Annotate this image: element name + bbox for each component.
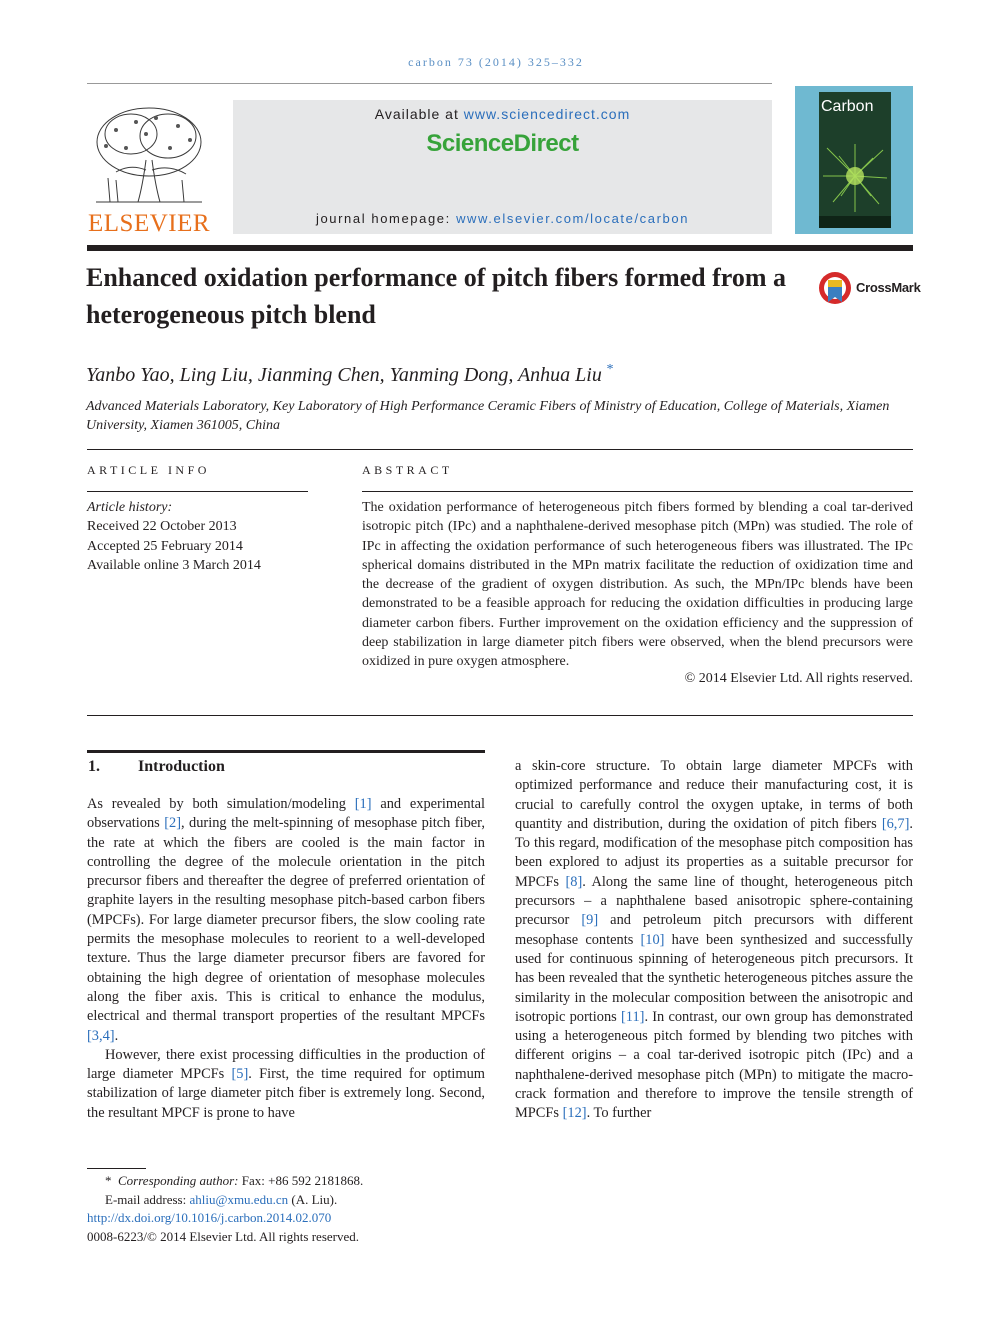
paragraph: As revealed by both simulation/modeling [1] and experimental observations [2], during the melt-spinning of mesophase pitch fiber, the rate at which the fibers are cooled is the main factor in controlling the degree of the molecule orientation in the pitch precursor fibers and thereafter the degree of preferred orientation of graphite layers in the resulting mesophase pitch-based carbon fibers (MPCFs). For large diameter precursor fibers, the slow cooling rate permits the mesophase molecules to reorient to a well-developed texture. Thus the large diameter precursor fibers are favored for obtaining the high degree of orientation of mesophase molecules along the fiber axis. This is critical to enhance the modulus, electrical and thermal transport properties of the resultant MPCFs [3,4]. — [87, 796, 485, 1044]
accepted-date: Accepted 25 February 2014 — [87, 538, 243, 554]
corresponding-author-label: Corresponding author: — [118, 1173, 239, 1188]
sciencedirect-banner — [233, 100, 772, 234]
crossmark-icon — [818, 270, 852, 306]
article-history — [87, 498, 261, 575]
journal-reference: carbon 73 (2014) 325–332 — [408, 55, 584, 69]
sciencedirect-logo[interactable]: ScienceDirect — [426, 130, 579, 157]
issn-line: 0008-6223/© 2014 Elsevier Ltd. All rights reserved. — [87, 1228, 359, 1244]
journal-homepage-line — [233, 211, 772, 226]
available-at-line — [233, 106, 772, 122]
sciencedirect-link[interactable]: www.sciencedirect.com — [463, 106, 631, 122]
doi-link[interactable]: http://dx.doi.org/10.1016/j.carbon.2014.02.070 — [87, 1210, 332, 1225]
crossmark-badge[interactable] — [818, 270, 921, 308]
corresponding-author-note — [87, 1172, 363, 1191]
online-date: Available online 3 March 2014 — [87, 557, 261, 573]
elsevier-wordmark: ELSEVIER — [88, 210, 211, 237]
citation-link[interactable]: [8] — [565, 873, 583, 890]
journal-cover-image[interactable] — [795, 86, 913, 234]
email-label: E-mail address: — [105, 1191, 190, 1207]
section-number: 1. — [88, 758, 100, 775]
info-top-rule — [87, 449, 913, 450]
journal-homepage-link[interactable]: www.elsevier.com/locate/carbon — [456, 211, 690, 226]
elsevier-tree-icon — [86, 100, 212, 206]
footnotes — [87, 1172, 363, 1246]
header-rule — [87, 83, 772, 84]
email-note — [87, 1191, 363, 1210]
body-column-right — [515, 757, 913, 1124]
paragraph: a skin-core structure. To obtain large diameter MPCFs with optimized performance and reduce their manufacturing cost, it is crucial to carefully control the oxygen uptake, in terms of both quantity and distribution, during the oxidation of pitch fibers [6,7]. To this regard, modification of the mesophase pitch composition has been explored to adjust its properties as a suitable precursor for MPCFs [8]. Along the same line of thought, heterogeneous pitch precursors – a naphthalene based anisotropic sphere-containing precursor [9] and petroleum pitch precursors with different mesophase contents [10] have been synthesized and successfully used for continuous spinning of heterogeneous pitch precursors. It has been revealed that the synthetic heterogeneous pitches assure the similarity in the molecular composition between the anisotropic and isotropic portions [11]. In contrast, our own group has demonstrated using a heterogeneous pitch formed by blending two pitches with different origins – a coal tar-derived isotropic pitch (IPc) and a naphthalene-derived mesophase pitch (MPn) to mitigate the macro-crack formation and therefore to improve the tensile strength of MPCFs [12]. To further — [515, 758, 914, 1122]
abstract-rule — [362, 491, 913, 492]
citation-link[interactable]: [11] — [620, 1008, 645, 1025]
section-heading-introduction — [88, 758, 225, 776]
abstract-copyright: © 2014 Elsevier Ltd. All rights reserved. — [684, 671, 913, 686]
corresponding-author-marker[interactable]: * — [605, 362, 613, 377]
cover-artwork-icon — [819, 92, 891, 228]
history-label: Article history: — [87, 500, 173, 515]
article-info-rule — [87, 491, 308, 492]
abstract-bottom-rule — [87, 715, 913, 716]
affiliation: Advanced Materials Laboratory, Key Laboratory of High Performance Ceramic Fibers of Ministry of Education, College of Materials, Xiamen University, Xiamen 361005, China — [86, 399, 890, 433]
abstract-text: The oxidation performance of heterogeneous pitch fibers formed by blending a coal tar-derived isotropic pitch (IPc) and a naphthalene-derived mesophase pitch (MPn) was studied. The role of IPc in affecting the oxidation performance of such heterogeneous fibers was illustrated. The IPc spherical domains distributed in the MPn matrix facilitate the reduction of oxidization time and the decrease of the gradient of oxygen distribution. As such, the MPn/IPc blends have been demonstrated to be a feasible approach for reducing the oxidation difficulties in producing large diameter carbon fibers. Further improvement on the oxidation efficiency and the suppression of deep stabilization in large diameter pitch fibers were observed, when the blend precursors were oxidized in pure oxygen atmosphere. — [362, 500, 913, 670]
footnote-marker: * — [105, 1173, 112, 1188]
citation-link[interactable]: [6,7] — [881, 815, 910, 832]
email-owner: (A. Liu). — [288, 1191, 338, 1207]
author-names: Yanbo Yao, Ling Liu, Jianming Chen, Yanming Dong, Anhua Liu — [86, 364, 602, 386]
available-at-label: Available at — [374, 106, 464, 122]
received-date: Received 22 October 2013 — [87, 519, 237, 535]
title-rule — [87, 245, 913, 251]
email-link[interactable]: ahliu@xmu.edu.cn — [189, 1191, 289, 1207]
citation-link[interactable]: [12] — [562, 1105, 587, 1122]
article-title: Enhanced oxidation performance of pitch fibers formed from a heterogeneous pitch blend — [86, 263, 787, 329]
footnote-rule — [87, 1168, 146, 1169]
citation-link[interactable]: [3,4] — [87, 1027, 115, 1044]
journal-homepage-label: journal homepage: — [315, 211, 457, 226]
section-rule — [87, 750, 485, 753]
corresponding-author-fax: Fax: +86 592 2181868. — [238, 1173, 364, 1188]
abstract-heading: ABSTRACT — [362, 463, 453, 477]
citation-link[interactable]: [1] — [354, 796, 372, 812]
cover-title: Carbon — [821, 98, 874, 115]
paragraph: However, there exist processing difficulties in the production of large diameter MPCFs [5]. First, the time required for optimum stabilization of large diameter pitch fiber is extremely long. Second, the resultant MPCF is prone to have — [87, 1046, 485, 1121]
author-list — [86, 362, 613, 387]
citation-link[interactable]: [5] — [231, 1066, 249, 1083]
cover-panel — [819, 92, 891, 228]
section-title: Introduction — [138, 758, 225, 775]
crossmark-label: CrossMark — [856, 280, 921, 295]
elsevier-logo[interactable] — [86, 100, 212, 238]
body-column-left — [87, 795, 485, 1123]
citation-link[interactable]: [9] — [581, 912, 599, 929]
citation-link[interactable]: [2] — [164, 815, 181, 832]
article-info-heading: ARTICLE INFO — [87, 463, 210, 477]
citation-link[interactable]: [10] — [640, 931, 665, 948]
